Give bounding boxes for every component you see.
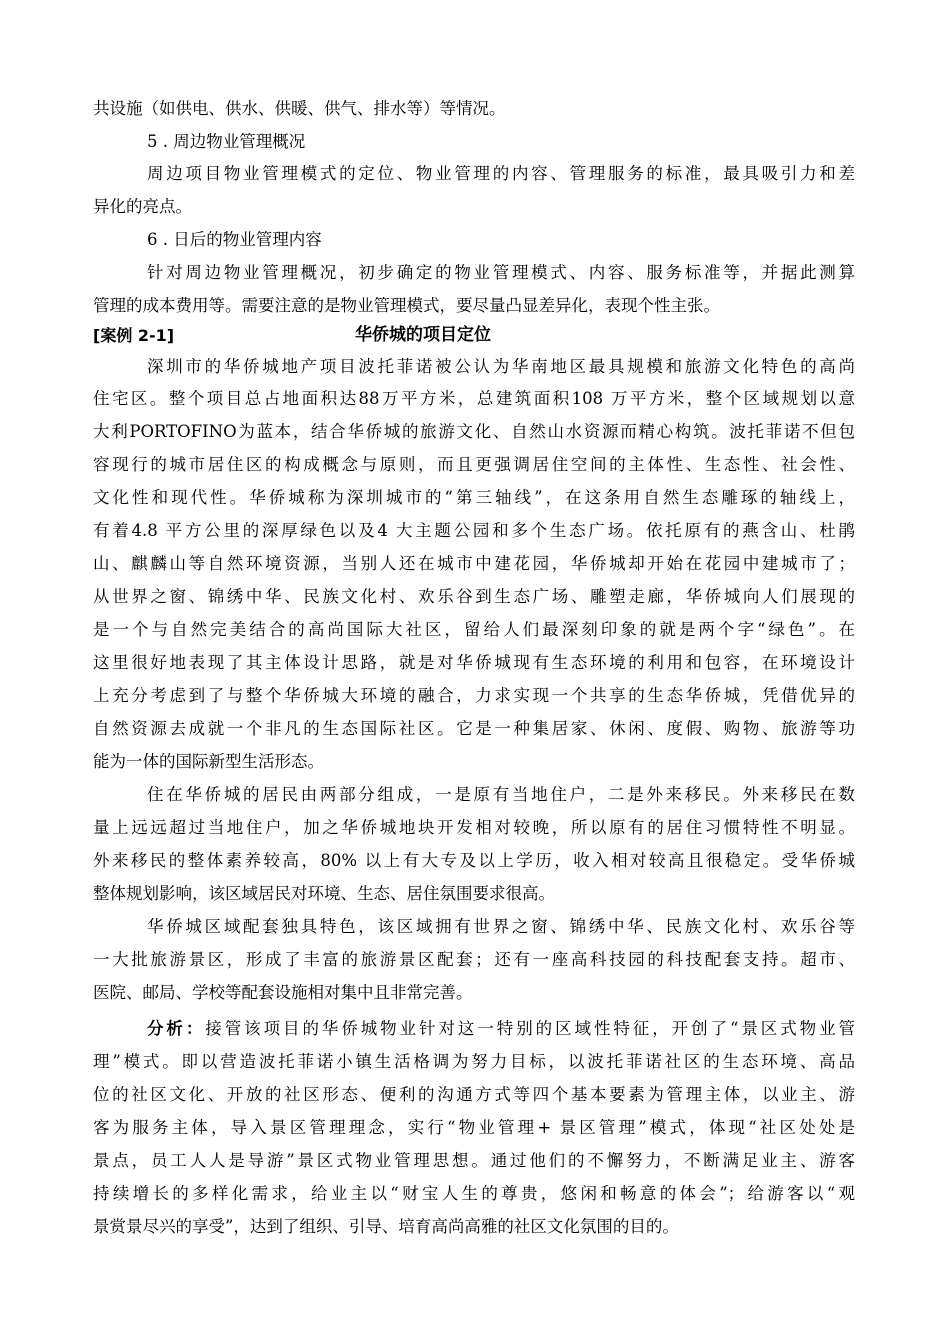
paragraph-line: 自然资源去成就一个非凡的生态国际社区。它是一种集居家、休闲、度假、购物、旅游等功: [93, 719, 855, 738]
paragraph-line: 从世界之窗、锦绣中华、民族文化村、欢乐谷到生态广场、雕塑走廊，华侨城向人们展现的: [93, 587, 855, 606]
paragraph-line: 大利PORTOFINO为蓝本，结合华侨城的旅游文化、自然山水资源而精心构筑。波托菲诺不但包: [93, 422, 855, 441]
paragraph-line: 华侨城区域配套独具特色，该区域拥有世界之窗、锦绣中华、民族文化村、欢乐谷等: [147, 917, 855, 936]
paragraph-line: 上充分考虑到了与整个华侨城大环境的融合，力求实现一个共享的生态华侨城，凭借优异的: [93, 686, 855, 705]
paragraph-line: 深圳市的华侨城地产项目波托菲诺被公认为华南地区最具规模和旅游文化特色的高尚: [147, 357, 855, 376]
paragraph-line: 能为一体的国际新型生活形态。: [93, 752, 324, 771]
paragraph-line: 容现行的城市居住区的构成概念与原则，而且更强调居住空间的主体性、生态性、社会性、: [93, 455, 855, 474]
paragraph-line: 景点，员工人人是导游”景区式物业管理思想。通过他们的不懈努力，不断满足业主、游客: [93, 1151, 855, 1170]
case-label: [案例 2-1]: [93, 326, 175, 345]
paragraph-line: 整体规划影响，该区域居民对环境、生态、居住氛围要求很高。: [93, 884, 555, 903]
paragraph-line: 一大批旅游景区，形成了丰富的旅游景区配套；还有一座高科技园的科技配套支持。超市、: [93, 950, 855, 969]
item5-heading: 5 . 周边物业管理概况: [147, 132, 306, 151]
paragraph-line: 客为服务主体，导入景区管理理念，实行“物业管理+ 景区管理”模式，体现“社区处处是: [93, 1118, 855, 1137]
paragraph-line: 住在华侨城的居民由两部分组成，一是原有当地住户，二是外来移民。外来移民在数: [147, 785, 855, 804]
paragraph-line: 理”模式。即以营造波托菲诺小镇生活格调为努力目标，以波托菲诺社区的生态环境、高品: [93, 1052, 855, 1071]
paragraph-line: 文化性和现代性。华侨城称为深圳城市的“第三轴线”，在这条用自然生态雕琢的轴线上，: [93, 488, 855, 507]
paragraph-line: 医院、邮局、学校等配套设施相对集中且非常完善。: [93, 983, 473, 1002]
paragraph-line: 山、麒麟山等自然环境资源，当别人还在城市中建花园，华侨城却开始在花园中建城市了；: [93, 554, 855, 573]
paragraph-line: 共设施（如供电、供水、供暖、供气、排水等）等情况。: [93, 99, 506, 118]
paragraph-line: 是一个与自然完美结合的高尚国际大社区，留给人们最深刻印象的就是两个字“绿色”。在: [93, 620, 855, 639]
paragraph-line: 外来移民的整体素养较高，80% 以上有大专及以上学历，收入相对较高且很稳定。受华侨城: [93, 851, 855, 870]
paragraph-line: 这里很好地表现了其主体设计思路，就是对华侨城现有生态环境的利用和包容，在环境设计: [93, 653, 855, 672]
case-title: 华侨城的项目定位: [355, 325, 491, 345]
paragraph-line: 位的社区文化、开放的社区形态、便利的沟通方式等四个基本要素为管理主体，以业主、游: [93, 1085, 855, 1104]
item6-heading: 6 . 日后的物业管理内容: [147, 230, 322, 249]
paragraph-line: 有着4.8 平方公里的深厚绿色以及4 大主题公园和多个生态广场。依托原有的燕含山、杜鹃: [93, 521, 855, 540]
paragraph-line: 管理的成本费用等。需要注意的是物业管理模式，要尽量凸显差异化，表现个性主张。: [93, 296, 720, 315]
analysis-first-line: [147, 1018, 855, 1040]
analysis-label: 分析：: [147, 1019, 206, 1038]
paragraph-line: 针对周边物业管理概况，初步确定的物业管理模式、内容、服务标准等，并据此测算: [147, 263, 855, 282]
paragraph-line: 周边项目物业管理模式的定位、物业管理的内容、管理服务的标准，最具吸引力和差: [147, 164, 855, 183]
paragraph-line: 住宅区。整个项目总占地面积达88万平方米，总建筑面积108 万平方米，整个区域规划以意: [93, 389, 855, 408]
paragraph-line: 景赏景尽兴的享受”，达到了组织、引导、培育高尚高雅的社区文化氛围的目的。: [93, 1217, 679, 1236]
paragraph-line: 持续增长的多样化需求，给业主以“财宝人生的尊贵，悠闲和畅意的体会”；给游客以“观: [93, 1184, 855, 1203]
paragraph-line: 量上远远超过当地住户，加之华侨城地块开发相对较晚，所以原有的居住习惯特性不明显。: [93, 818, 855, 837]
analysis-text: 接管该项目的华侨城物业针对这一特别的区域性特征，开创了“景区式物业管: [205, 1019, 855, 1038]
paragraph-line: 异化的亮点。: [93, 197, 192, 216]
